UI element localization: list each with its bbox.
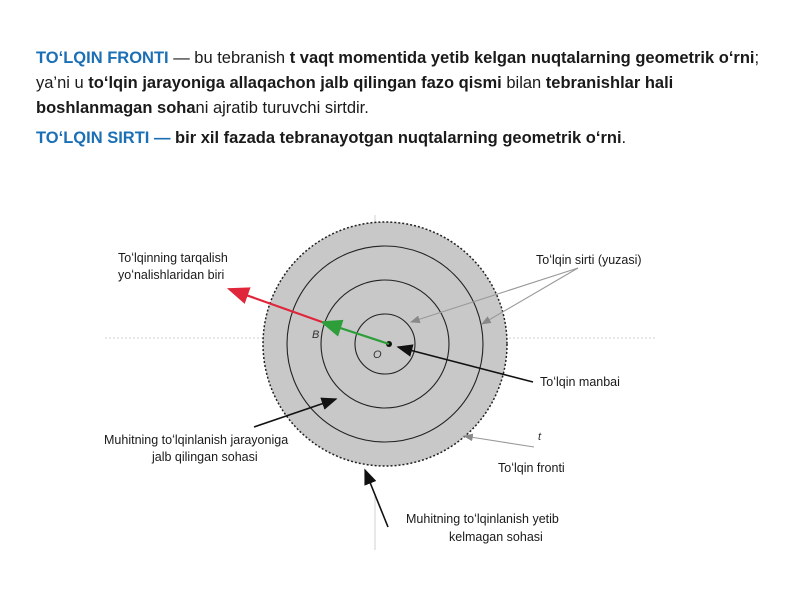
dash: —: [168, 49, 195, 67]
point-b-label: B: [312, 329, 320, 341]
label-wave-surface: Toʻlqin sirti (yuzasi): [536, 253, 642, 267]
bold-segment: t vaqt momentida yetib kelgan nuqtalarning geometrik oʻrni: [289, 49, 755, 67]
text-segment: ; ya’ni u: [36, 49, 760, 92]
not-reached-pointer: [365, 470, 388, 527]
front-pointer: [464, 436, 534, 447]
label-involved-line1: Muhitning toʻlqinlanish jarayoniga: [104, 433, 289, 447]
label-wave-front: Toʻlqin fronti: [498, 461, 565, 475]
text-segment: .: [621, 129, 627, 147]
label-not-reached-line2: kelmagan sohasi: [449, 530, 543, 544]
text-segment: bu tebranish: [194, 49, 290, 67]
bold-segment: bir xil fazada tebranayotgan nuqtalarning geometrik oʻrni: [175, 129, 622, 147]
term-wave-surface: TOʻLQIN SIRTI: [36, 129, 150, 147]
label-not-reached-line1: Muhitning toʻlqinlanish yetib: [406, 512, 559, 526]
dash: —: [149, 129, 176, 147]
bold-segment: tebranishlar hali boshlanmagan soha: [36, 74, 674, 117]
text-segment: bilan: [501, 74, 546, 92]
text-segment: ni ajratib turuvchi sirtdir.: [195, 99, 369, 117]
label-direction-line2: yoʻnalishlaridan biri: [118, 268, 225, 282]
label-wave-source: Toʻlqin manbai: [540, 375, 620, 389]
mark-t: t: [538, 431, 542, 443]
label-direction-line1: Toʻlqinning tarqalish: [118, 251, 228, 265]
term-wave-front: TOʻLQIN FRONTI: [36, 49, 169, 67]
wave-front-circle: [263, 222, 507, 466]
bold-segment: toʻlqin jarayoniga allaqachon jalb qilingan fazo qismi: [88, 74, 502, 92]
label-involved-line2: jalb qilingan sohasi: [152, 450, 258, 464]
point-o-label: O: [373, 349, 382, 361]
